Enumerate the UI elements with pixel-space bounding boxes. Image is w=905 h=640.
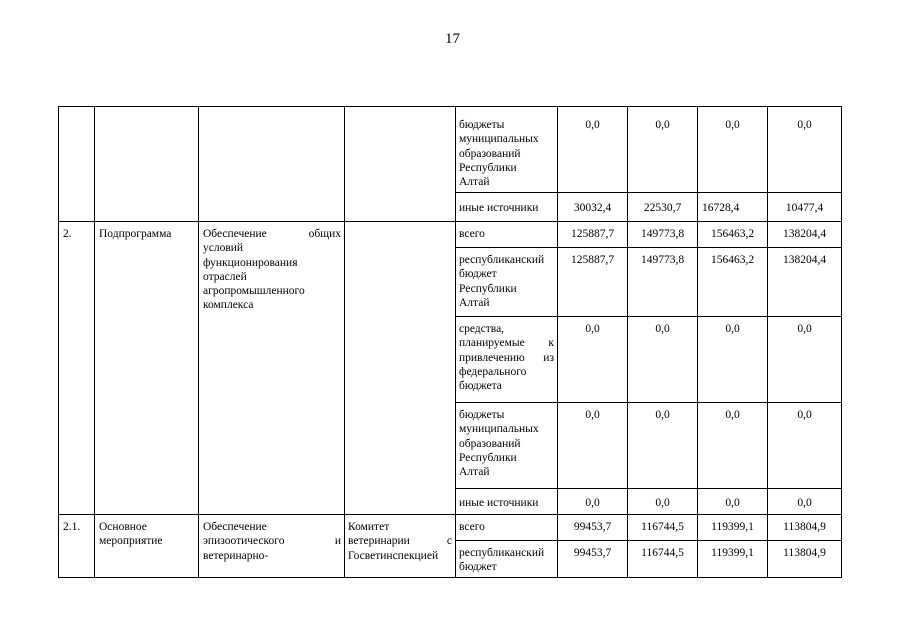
- row-number-cell: 2.1.: [59, 515, 95, 578]
- description-cell: Обеспечение общих условий функционирования отраслей агропромышленного комплекса: [199, 222, 345, 515]
- row-number-cell: [59, 107, 95, 222]
- table-row: [59, 222, 842, 248]
- value-cell: 22530,7: [628, 193, 698, 222]
- value-cell: 30032,4: [558, 193, 628, 222]
- table-row: [59, 515, 842, 541]
- executor-cell: [345, 222, 456, 515]
- value-cell: 149773,8: [628, 248, 698, 317]
- table-row: [59, 107, 842, 193]
- value-cell: 138204,4: [768, 248, 842, 317]
- budget-table: [58, 106, 842, 578]
- value-cell: 149773,8: [628, 222, 698, 248]
- value-cell: 156463,2: [698, 222, 768, 248]
- value-cell: 138204,4: [768, 222, 842, 248]
- value-cell: 0,0: [698, 317, 768, 403]
- value-cell: 0,0: [698, 489, 768, 515]
- value-cell: 0,0: [698, 403, 768, 489]
- funding-source-cell: бюджеты муниципальных образований Республики Алтай: [456, 107, 558, 193]
- name-cell: [95, 107, 199, 222]
- value-cell: 0,0: [768, 107, 842, 193]
- value-cell: 0,0: [628, 107, 698, 193]
- value-cell: 0,0: [698, 107, 768, 193]
- funding-source-cell: иные источники: [456, 489, 558, 515]
- name-cell: Подпрограмма: [95, 222, 199, 515]
- value-cell: 125887,7: [558, 222, 628, 248]
- funding-source-cell: бюджеты муниципальных образований Республики Алтай: [456, 403, 558, 489]
- value-cell: 0,0: [768, 489, 842, 515]
- funding-source-cell: республиканский бюджет: [456, 541, 558, 578]
- value-cell: 0,0: [768, 403, 842, 489]
- value-cell: 125887,7: [558, 248, 628, 317]
- description-cell: Обеспечение эпизоотического и ветеринарно-: [199, 515, 345, 578]
- value-cell: 0,0: [558, 107, 628, 193]
- description-cell: [199, 107, 345, 222]
- funding-source-cell: республиканский бюджет Республики Алтай: [456, 248, 558, 317]
- value-cell: 0,0: [628, 403, 698, 489]
- value-cell: 116744,5: [628, 541, 698, 578]
- value-cell: 16728,4: [698, 193, 768, 222]
- value-cell: 0,0: [628, 317, 698, 403]
- value-cell: 0,0: [628, 489, 698, 515]
- value-cell: 119399,1: [698, 515, 768, 541]
- value-cell: 156463,2: [698, 248, 768, 317]
- value-cell: 119399,1: [698, 541, 768, 578]
- funding-source-cell: средства, планируемые к привлечению из федерального бюджета: [456, 317, 558, 403]
- value-cell: 99453,7: [558, 515, 628, 541]
- funding-source-cell: иные источники: [456, 193, 558, 222]
- value-cell: 113804,9: [768, 515, 842, 541]
- value-cell: 0,0: [558, 317, 628, 403]
- funding-source-cell: всего: [456, 222, 558, 248]
- executor-cell: [345, 107, 456, 222]
- funding-source-cell: всего: [456, 515, 558, 541]
- value-cell: 116744,5: [628, 515, 698, 541]
- value-cell: 113804,9: [768, 541, 842, 578]
- name-cell: Основное мероприятие: [95, 515, 199, 578]
- value-cell: 10477,4: [768, 193, 842, 222]
- value-cell: 99453,7: [558, 541, 628, 578]
- value-cell: 0,0: [768, 317, 842, 403]
- value-cell: 0,0: [558, 489, 628, 515]
- value-cell: 0,0: [558, 403, 628, 489]
- executor-cell: Комитет ветеринарии с Госветинспекцией: [345, 515, 456, 578]
- row-number-cell: 2.: [59, 222, 95, 515]
- page-number: 17: [445, 31, 460, 47]
